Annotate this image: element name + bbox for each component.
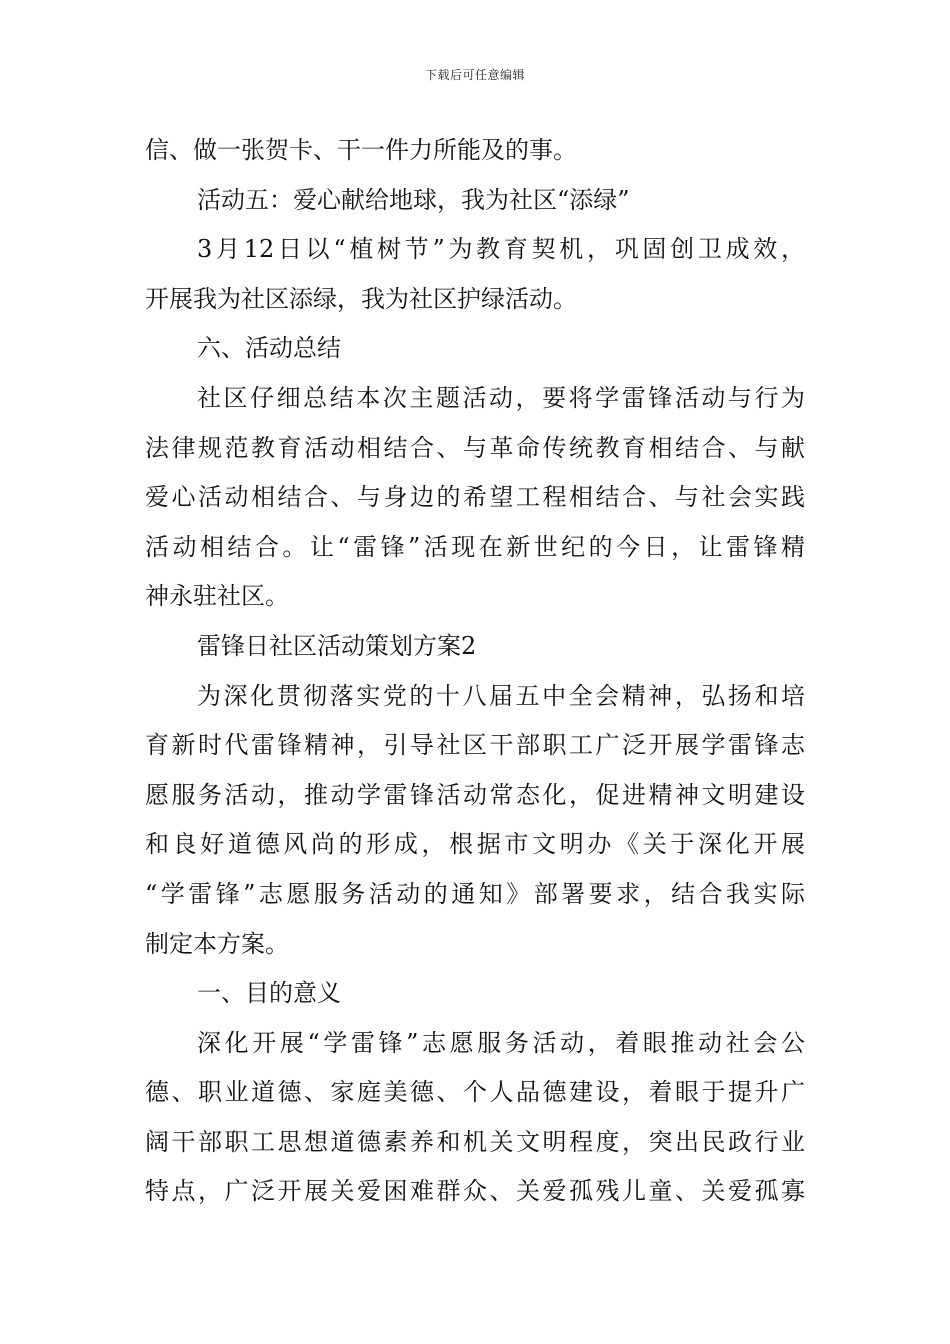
text-line: 深化开展“学雷锋”志愿服务活动，着眼推动社会公 — [197, 1028, 805, 1057]
section-heading-summary: 六、活动总结 — [197, 334, 341, 363]
document-body — [145, 126, 805, 1217]
text-line: 信、做一张贺卡、干一件力所能及的事。 — [145, 136, 577, 164]
text-line: 育新时代雷锋精神，引导社区干部职工广泛开展学雷锋志 — [145, 731, 805, 760]
text-line: 为深化贯彻落实党的十八届五中全会精神，弘扬和培 — [197, 681, 805, 710]
text-line: 特点，广泛开展关爱困难群众、关爱孤残儿童、关爱孤寡 — [145, 1177, 805, 1206]
text-line: 阔干部职工思想道德素养和机关文明程度，突出民政行业 — [145, 1127, 805, 1156]
text-line: 3月12日以“植树节”为教育契机，巩固创卫成效， — [197, 235, 805, 264]
text-line: 德、职业道德、家庭美德、个人品德建设，着眼于提升广 — [145, 1078, 805, 1107]
page-header-note: 下载后可任意编辑 — [424, 68, 525, 82]
text-line: 开展我为社区添绿，我为社区护绿活动。 — [145, 284, 577, 313]
text-line: 社区仔细总结本次主题活动，要将学雷锋活动与行为 — [197, 383, 805, 412]
text-line: 爱心活动相结合、与身边的希望工程相结合、与社会实践 — [145, 483, 805, 512]
text-line: 法律规范教育活动相结合、与革命传统教育相结合、与献 — [145, 433, 805, 462]
activity-five-heading: 活动五：爱心献给地球，我为社区“添绿” — [197, 185, 630, 214]
text-line: 神永驻社区。 — [145, 582, 289, 611]
plan-title: 雷锋日社区活动策划方案2 — [197, 631, 477, 660]
text-line: 和良好道德风尚的形成，根据市文明办《关于深化开展 — [145, 830, 805, 859]
section-heading-purpose: 一、目的意义 — [197, 979, 341, 1008]
text-line: 制定本方案。 — [145, 929, 289, 958]
text-line: “学雷锋”志愿服务活动的通知》部署要求，结合我实际 — [145, 879, 805, 908]
text-line: 愿服务活动，推动学雷锋活动常态化，促进精神文明建设 — [145, 780, 805, 809]
text-line: 活动相结合。让“雷锋”活现在新世纪的今日，让雷锋精 — [145, 532, 805, 561]
